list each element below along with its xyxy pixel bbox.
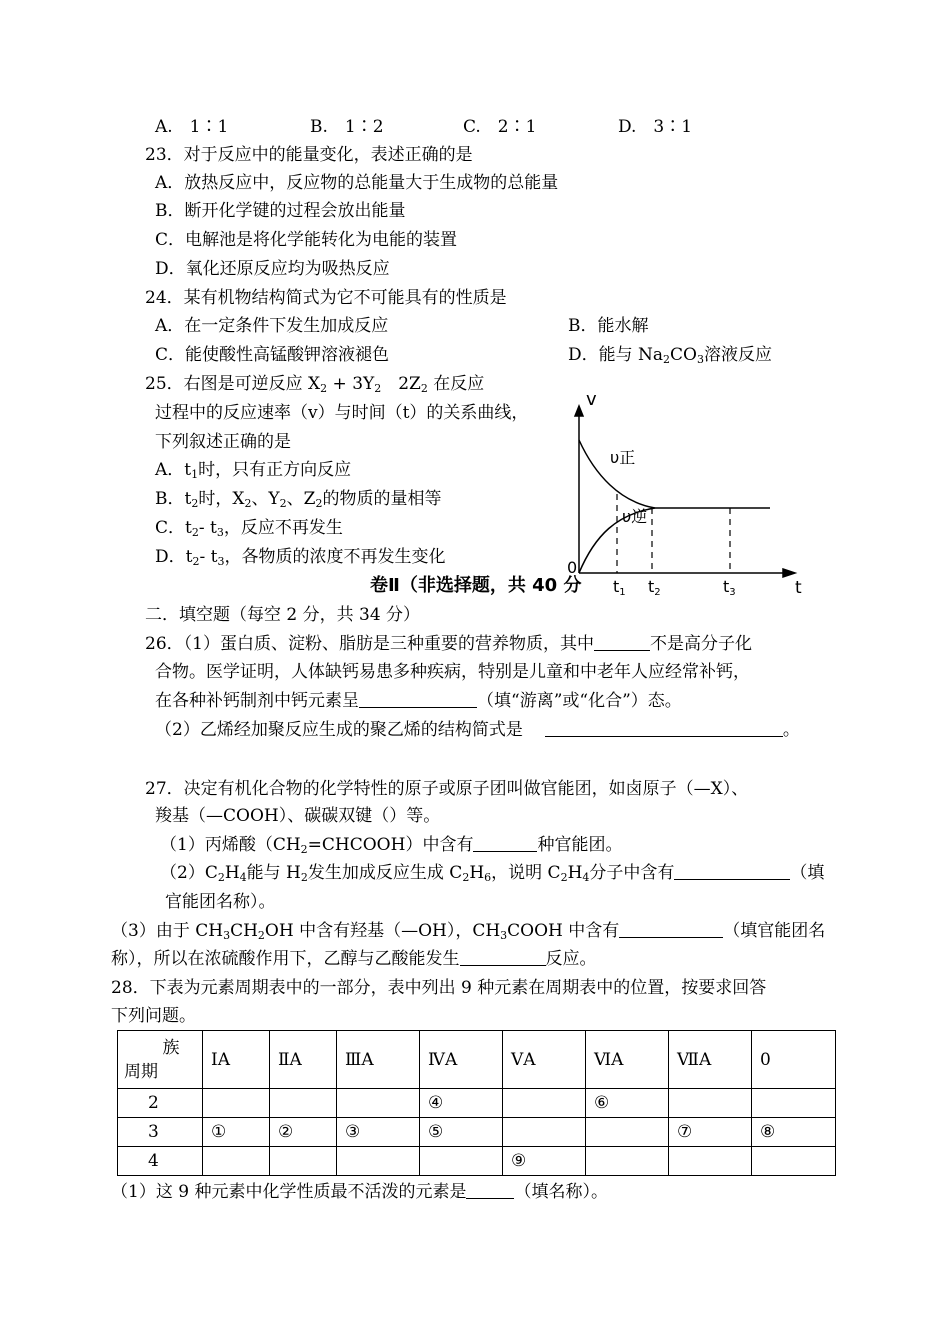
table-cell: ⑤	[420, 1118, 503, 1147]
q23-option-b: B．断开化学键的过程会放出能量	[155, 201, 406, 221]
q23-option-c: C．电解池是将化学能转化为电能的装置	[155, 230, 458, 250]
q26-line4: （2）乙烯经加聚反应生成的聚乙烯的结构简式是 。	[155, 720, 800, 740]
answer-blank[interactable]	[594, 634, 650, 651]
q28-line2: 下列问题。	[111, 1006, 196, 1026]
group-header: ⅦA	[669, 1031, 752, 1089]
q23-option-d: D．氧化还原反应均为吸热反应	[155, 259, 390, 279]
q28-line1: 28．下表为元素周期表中的一部分，表中列出 9 种元素在周期表中的位置，按要求回答	[111, 978, 767, 998]
answer-blank[interactable]	[619, 921, 723, 938]
y-axis-arrow	[575, 406, 583, 416]
table-cell	[752, 1147, 836, 1176]
q25-option-b: B．$t_2$时，$X_2$、$Y_2$、$Z_2$的物质的量相等	[155, 489, 442, 510]
q24-option-d: D．能与 $Na_2CO_3$溶液反应	[568, 345, 772, 366]
x-axis-arrow	[783, 569, 795, 577]
period-cell: 3	[118, 1118, 203, 1147]
table-cell	[752, 1089, 836, 1118]
origin-label: 0	[567, 558, 578, 577]
q25-stem: 25．右图是可逆反应 $X_2 + 3Y_2$ $2Z_2$ 在反应	[145, 374, 485, 395]
q27-part1: （1）丙烯酸$(CH_2=CHCOOH)$中含有 种官能团。	[160, 835, 623, 856]
answer-blank[interactable]	[473, 835, 537, 852]
q24-option-c: C．能使酸性高锰酸钾溶液褪色	[155, 345, 390, 365]
t-axis-label: t	[795, 578, 802, 598]
q25-option-d: D．$t_2-$ $t_3$，各物质的浓度不再发生变化	[155, 547, 446, 568]
q26-line3: 在各种补钙制剂中钙元素呈 （填“游离”或“化合”）态。	[155, 691, 682, 711]
answer-blank[interactable]	[674, 863, 790, 880]
q22-option-b: B. 1∶2	[310, 117, 384, 137]
table-header-row	[118, 1031, 836, 1089]
q25-stem-line2: 过程中的反应速率（v）与时间（t）的关系曲线，	[155, 403, 529, 423]
table-cell	[270, 1089, 337, 1118]
q23-option-a: A．放热反应中，反应物的总能量大于生成物的总能量	[155, 173, 559, 193]
group-header: ⅣA	[420, 1031, 503, 1089]
v-axis-label: v	[586, 389, 597, 410]
group-header: 0	[752, 1031, 836, 1089]
t1-label: t1	[613, 577, 626, 598]
group-header: ⅤA	[503, 1031, 586, 1089]
q27-line1: 27．决定有机化合物的化学特性的原子或原子团叫做官能团，如卤原子（—X）、	[145, 779, 749, 799]
periodic-table	[117, 1030, 836, 1176]
q22-option-d: D. 3∶1	[618, 117, 693, 137]
table-cell	[503, 1089, 586, 1118]
q27-part3: （3）由于 $CH_3CH_2OH$ 中含有羟基（—OH），$CH_3COOH$ 中含有 （填官能团名	[111, 921, 826, 942]
table-cell: ⑥	[586, 1089, 669, 1118]
q28-sub1: （1）这 9 种元素中化学性质最不活泼的元素是 （填名称）。	[111, 1182, 608, 1202]
table-cell: ④	[420, 1089, 503, 1118]
answer-blank[interactable]	[460, 949, 546, 966]
table-cell: ⑨	[503, 1147, 586, 1176]
part2-title: 卷Ⅱ（非选择题，共 40 分	[370, 575, 582, 596]
table-cell	[337, 1089, 420, 1118]
q24-option-b: B．能水解	[568, 316, 649, 336]
table-cell: ⑦	[669, 1118, 752, 1147]
table-cell: ①	[203, 1118, 270, 1147]
t2-label: t2	[648, 577, 661, 598]
table-cell	[270, 1147, 337, 1176]
header-corner: 族 周期	[118, 1031, 203, 1089]
rate-time-graph	[555, 380, 815, 600]
answer-blank[interactable]	[466, 1182, 514, 1199]
q25-stem-line3: 下列叙述正确的是	[155, 432, 291, 452]
q26-line1: 26．（1）蛋白质、淀粉、脂肪是三种重要的营养物质，其中 不是高分子化	[145, 634, 752, 654]
section2-heading: 二．填空题（每空 2 分，共 34 分）	[145, 605, 421, 625]
table-row	[118, 1118, 836, 1147]
q25-option-c: C．$t_2-$ $t_3$，反应不再发生	[155, 518, 343, 539]
group-header: ⅡA	[270, 1031, 337, 1089]
period-cell: 4	[118, 1147, 203, 1176]
answer-blank[interactable]	[359, 691, 477, 708]
table-cell: ③	[337, 1118, 420, 1147]
q27-part2-line2: 官能团名称）。	[165, 892, 276, 912]
table-cell	[503, 1118, 586, 1147]
q27-line2: 羧基（—COOH）、碳碳双键（）等。	[155, 806, 441, 826]
forward-rate-label: υ正	[610, 448, 636, 467]
table-cell	[203, 1147, 270, 1176]
table-cell	[586, 1118, 669, 1147]
table-cell	[669, 1089, 752, 1118]
table-cell	[337, 1147, 420, 1176]
q25-option-a: A．$t_1$时，只有正方向反应	[155, 460, 352, 481]
reverse-rate-label: υ逆	[622, 507, 648, 526]
group-header: ⅠA	[203, 1031, 270, 1089]
q26-line2: 合物。医学证明，人体缺钙易患多种疾病，特别是儿童和中老年人应经常补钙，	[155, 662, 750, 682]
q27-part2: $(2)C_2H_4$能与 $H_2$发生加成反应生成 $C_2H_6$，说明 $C_2H_4$分子中含有 （填	[160, 863, 825, 884]
answer-blank[interactable]	[545, 720, 783, 737]
table-row	[118, 1089, 836, 1118]
group-header: ⅥA	[586, 1031, 669, 1089]
table-cell	[203, 1089, 270, 1118]
table-cell	[420, 1147, 503, 1176]
q24-stem: 24．某有机物结构简式为它不可能具有的性质是	[145, 288, 507, 308]
table-row	[118, 1147, 836, 1176]
table-cell: ②	[270, 1118, 337, 1147]
q27-part3-line2: 称），所以在浓硫酸作用下，乙醇与乙酸能发生 反应。	[111, 949, 597, 969]
q24-option-a: A．在一定条件下发生加成反应	[155, 316, 389, 336]
table-cell	[669, 1147, 752, 1176]
table-cell: ⑧	[752, 1118, 836, 1147]
q23-stem: 23．对于反应中的能量变化，表述正确的是	[145, 145, 473, 165]
table-cell	[586, 1147, 669, 1176]
q22-option-c: C. 2∶1	[463, 117, 537, 137]
q22-option-a: A. 1∶1	[155, 117, 229, 137]
period-cell: 2	[118, 1089, 203, 1118]
group-header: ⅢA	[337, 1031, 420, 1089]
t3-label: t3	[723, 577, 736, 598]
